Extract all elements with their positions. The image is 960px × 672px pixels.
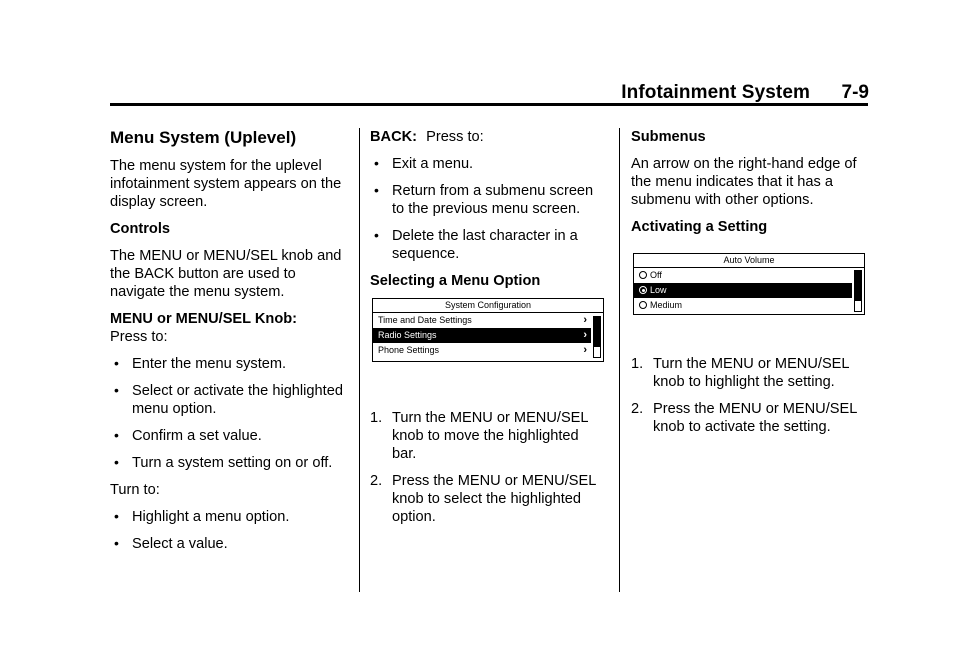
screen-title: System Configuration <box>373 299 603 313</box>
scrollbar-thumb <box>594 317 600 347</box>
list-item: 1. Turn the MENU or MENU/SEL knob to highlight the setting. <box>631 356 849 390</box>
chevron-right-icon: › <box>583 314 587 326</box>
list-item: • Exit a menu. <box>374 155 474 172</box>
list-item: • Select or activate the highlighted menu option. <box>114 382 343 417</box>
list-item: • Confirm a set value. <box>114 427 262 444</box>
list-item: • Delete the last character in a sequence. <box>374 227 578 262</box>
display-screen-auto-volume <box>633 253 865 315</box>
back-label: BACK: <box>370 129 418 145</box>
list-item: 2. Press the MENU or MENU/SEL knob to activate the setting. <box>631 401 857 435</box>
list-item: • Return from a submenu screen to the previous menu screen. <box>374 182 594 217</box>
bullet-icon: • <box>114 355 119 371</box>
selecting-heading: Selecting a Menu Option <box>370 273 541 289</box>
screen-title: Auto Volume <box>634 254 864 268</box>
list-item: 1. Turn the MENU or MENU/SEL knob to move the highlighted bar. <box>370 410 588 462</box>
bullet-icon: • <box>374 155 379 171</box>
option-row: Off <box>634 268 852 283</box>
chapter-title: Infotainment System <box>621 82 810 103</box>
bullet-icon: • <box>114 382 119 398</box>
bullet-icon: • <box>114 454 119 470</box>
back-text: Press to: <box>426 129 484 145</box>
bullet-icon: • <box>114 508 119 524</box>
scrollbar-thumb <box>855 271 861 301</box>
radio-empty-icon <box>639 301 647 309</box>
list-item: • Enter the menu system. <box>114 355 287 372</box>
page-number: 7-9 <box>841 82 869 103</box>
header-rule <box>110 103 868 106</box>
knob-heading: MENU or MENU/SEL Knob: <box>110 311 298 327</box>
intro-paragraph: The menu system for the uplevel infotainment system appears on the display screen. <box>110 158 342 210</box>
option-row: Medium <box>634 298 852 313</box>
column-divider <box>619 128 620 592</box>
scrollbar <box>854 270 862 312</box>
column-divider <box>359 128 360 592</box>
bullet-icon: • <box>114 427 119 443</box>
submenus-paragraph: An arrow on the right-hand edge of the menu indicates that it has a submenu with other options. <box>631 156 857 208</box>
controls-paragraph: The MENU or MENU/SEL knob and the BACK button are used to navigate the menu system. <box>110 248 342 300</box>
bullet-icon: • <box>374 182 379 198</box>
radio-empty-icon <box>639 271 647 279</box>
option-row-highlighted: Low <box>634 283 852 298</box>
menu-row: Time and Date Settings › <box>378 314 587 326</box>
list-item: • Turn a system setting on or off. <box>114 454 333 471</box>
chevron-right-icon: › <box>583 344 587 356</box>
activating-heading: Activating a Setting <box>631 219 768 235</box>
menu-row: Phone Settings › <box>378 344 587 356</box>
list-item: 2. Press the MENU or MENU/SEL knob to select the highlighted option. <box>370 473 596 525</box>
list-item: • Select a value. <box>114 535 228 552</box>
press-to-label: Press to: <box>110 329 168 345</box>
turn-to-label: Turn to: <box>110 482 160 498</box>
submenus-heading: Submenus <box>631 129 706 145</box>
display-screen-system-configuration <box>372 298 604 362</box>
radio-selected-icon <box>639 286 647 294</box>
menu-row-highlighted: Radio Settings › <box>373 328 591 343</box>
list-item: • Highlight a menu option. <box>114 508 290 525</box>
chevron-right-icon: › <box>583 329 587 341</box>
section-title: Menu System (Uplevel) <box>110 128 297 147</box>
bullet-icon: • <box>374 227 379 243</box>
column-1 <box>110 128 350 562</box>
scrollbar <box>593 316 601 358</box>
bullet-icon: • <box>114 535 119 551</box>
controls-heading: Controls <box>110 221 170 237</box>
